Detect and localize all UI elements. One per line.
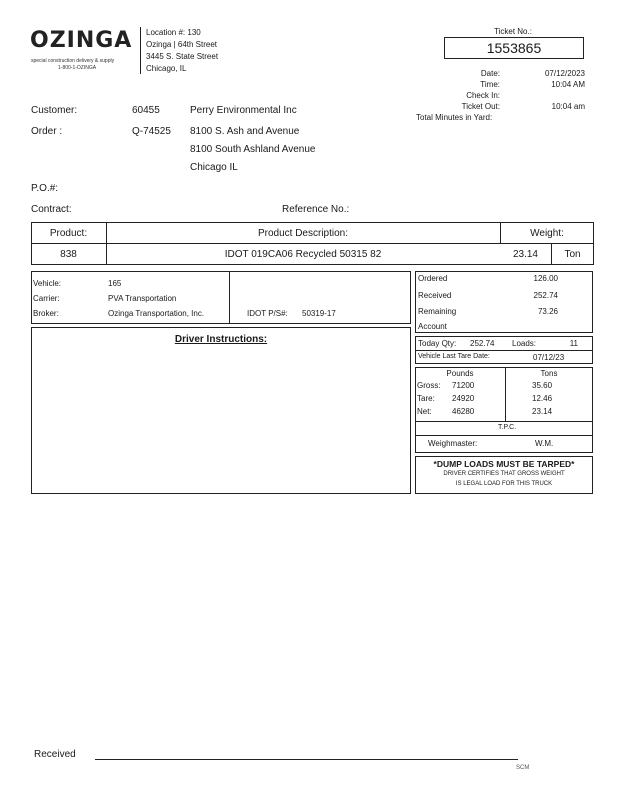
tare-tons: 12.46 [532,394,553,403]
weight-header: Weight: [530,228,564,239]
gross-tons: 35.60 [532,381,553,390]
today-box-divider [415,350,593,351]
today-qty-value: 252.74 [470,339,495,348]
weighmaster-value: W.M. [535,439,554,448]
location-name: Ozinga | 64th Street [146,40,218,49]
time-value: 10:04 AM [551,80,585,89]
location-number: Location #: 130 [146,28,201,37]
idot-value: 50319-17 [302,309,336,318]
received-total-label: Received [418,291,452,300]
tpc-label: T.P.C. [498,424,517,431]
ticket-out-label: Ticket Out: [461,102,500,111]
vehicle-box [31,271,411,324]
total-minutes-label: Total Minutes in Yard: [416,113,493,122]
carrier-label: Carrier: [33,294,60,303]
remaining-label: Remaining [418,307,457,316]
driver-instructions-title: Driver Instructions: [174,334,268,345]
order-number: Q-74525 [132,126,171,137]
net-label: Net: [417,407,432,416]
ordered-label: Ordered [418,274,448,283]
loads-value: 11 [569,339,578,348]
received-signature-label: Received [34,749,76,760]
signature-line [95,759,518,760]
received-total-value: 252.74 [533,291,558,300]
net-pounds: 46280 [452,407,475,416]
tarp-notice-line-2: DRIVER CERTIFIES THAT GROSS WEIGHT [443,471,565,477]
checkin-label: Check In: [466,91,500,100]
weights-divider-1 [415,421,593,422]
vehicle-value: 165 [108,279,122,288]
product-weight: 23.14 [512,249,538,260]
today-qty-label: Today Qty: [418,339,457,348]
contract-label: Contract: [31,204,72,215]
weighmaster-label: Weighmaster: [428,439,478,448]
broker-label: Broker: [33,309,59,318]
tare-date-value: 07/12/23 [533,353,565,362]
tarp-notice-title: *DUMP LOADS MUST BE TARPED* [433,459,575,469]
ticket-number: 1553865 [444,37,584,59]
header-divider [140,27,141,74]
product-description: IDOT 019CA06 Recycled 50315 82 [224,249,382,260]
loads-label: Loads: [512,339,537,348]
company-tagline: special construction delivery & supply [31,58,115,64]
company-phone: 1-800-1-OZINGA [58,65,97,71]
tons-header: Tons [540,369,558,378]
tarp-notice-line-3: IS LEGAL LOAD FOR THIS TRUCK [455,481,553,487]
vehicle-box-divider [229,271,230,324]
description-header: Product Description: [257,228,349,239]
customer-label: Customer: [31,105,78,116]
pounds-header: Pounds [446,369,474,378]
product-table-divider [31,243,594,244]
customer-number: 60455 [132,105,160,116]
gross-label: Gross: [417,381,441,390]
product-unit: Ton [564,249,581,260]
order-address-1: 8100 S. Ash and Avenue [190,126,300,137]
ordered-value: 126.00 [533,274,558,283]
date-label: Date: [480,69,500,78]
gross-pounds: 71200 [452,381,475,390]
remaining-value: 73.26 [537,307,558,316]
footer-stamp: SCM [516,765,530,771]
tare-pounds: 24920 [452,394,475,403]
reference-label: Reference No.: [282,204,350,215]
date-value: 07/12/2023 [544,69,585,78]
tare-date-label: Vehicle Last Tare Date: [418,353,490,360]
location-address: 3445 S. State Street [146,52,219,61]
vehicle-label: Vehicle: [33,279,62,288]
product-code: 838 [60,249,77,260]
location-city: Chicago, IL [146,64,187,73]
company-logo: OZINGA [30,28,133,53]
order-address-2: 8100 South Ashland Avenue [190,144,316,155]
idot-label: IDOT P/S#: [247,309,288,318]
net-tons: 23.14 [532,407,553,416]
customer-name: Perry Environmental Inc [190,105,297,116]
product-header: Product: [49,228,88,239]
driver-instructions-box [31,327,411,494]
po-label: P.O.#: [31,183,59,194]
weights-divider-2 [415,435,593,436]
ticket-out-value: 10:04 am [551,102,585,111]
order-label: Order : [31,126,63,137]
carrier-value: PVA Transportation [108,294,177,303]
time-label: Time: [480,80,500,89]
account-label: Account [418,322,447,331]
broker-value: Ozinga Transportation, Inc. [108,309,205,318]
tare-label: Tare: [417,394,435,403]
ticket-label: Ticket No.: [494,27,532,36]
order-address-3: Chicago IL [190,162,238,173]
